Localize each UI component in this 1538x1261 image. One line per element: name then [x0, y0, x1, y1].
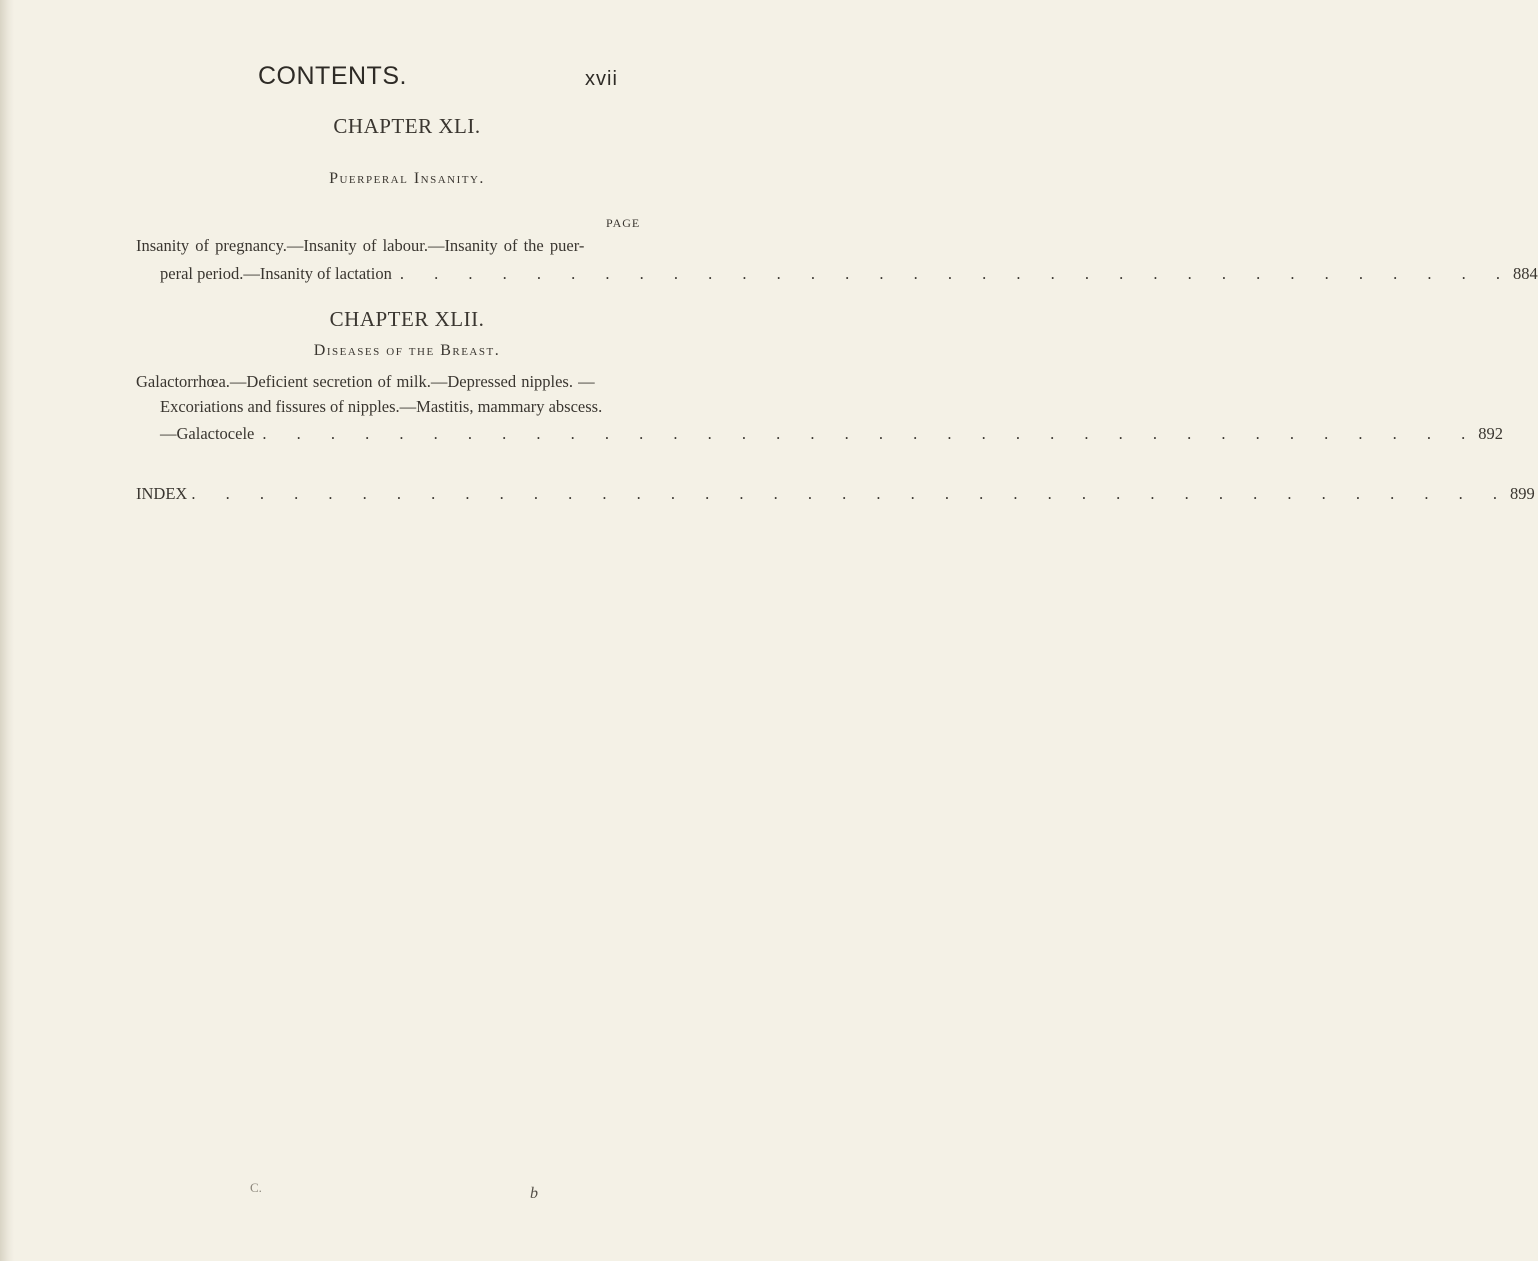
entry-page-number: 892: [1478, 424, 1503, 443]
entry-text: —Galactocele: [160, 424, 255, 443]
chapter-xli-entry-line-2: [160, 264, 1538, 284]
entry-text: peral period.—Insanity of lactation: [160, 264, 392, 283]
index-page-number: 899: [1509, 484, 1535, 503]
chapter-subtitle-xlii: Diseases of the Breast.: [313, 342, 501, 359]
chapter-xlii-entry-line-3: [160, 424, 1503, 444]
chapter-xli-entry-line-1: Insanity of pregnancy.—Insanity of labour.—Insanity of the puer-: [136, 236, 585, 255]
page-folio: xvii: [585, 68, 618, 90]
page-binding-shadow: [0, 0, 14, 1261]
footer-signature: C.: [250, 1180, 262, 1195]
index-label: INDEX: [136, 484, 188, 503]
running-head: CONTENTS.: [258, 62, 407, 90]
chapter-xlii-entry-line-1: Galactorrhœa.—Deficient secretion of milk.—Depressed nipples. —: [136, 372, 595, 391]
chapter-heading-xli: CHAPTER XLI.: [333, 114, 481, 138]
chapter-xlii-entry-line-2: Excoriations and fissures of nipples.—Mastitis, mammary abscess.: [160, 397, 603, 416]
footer-gathering-mark: b: [530, 1185, 538, 1202]
index-entry: [136, 484, 1535, 504]
dot-leader: . . . . . . . . . . . . . . . . . . . . . . . . . . . . . . . . .: [399, 264, 1513, 283]
chapter-heading-xlii: CHAPTER XLII.: [329, 307, 485, 331]
chapter-subtitle-xli: Puerperal Insanity.: [329, 170, 485, 187]
dot-leader: . . . . . . . . . . . . . . . . . . . . . . . . . . . . . . . . . . . .: [262, 424, 1479, 443]
page-column-label: PAGE: [606, 216, 641, 230]
dot-leader: . . . . . . . . . . . . . . . . . . . . . . . . . . . . . . . . . . . . . . .: [191, 484, 1510, 503]
entry-page-number: 884: [1512, 264, 1538, 283]
